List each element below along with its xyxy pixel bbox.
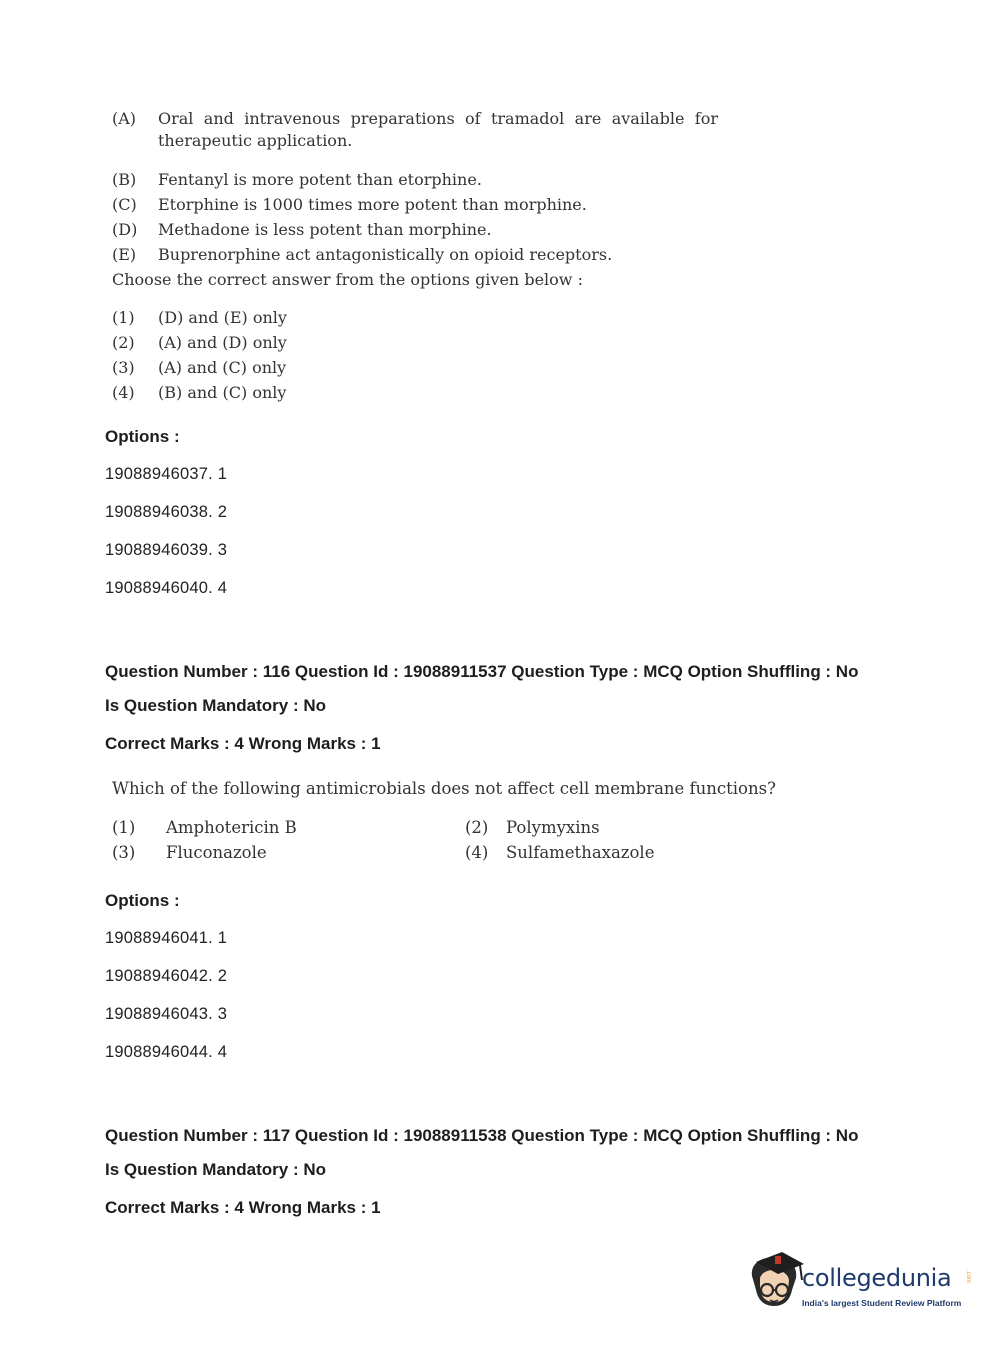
choice-2 bbox=[465, 817, 600, 839]
statement-text: Fentanyl is more potent than etorphine. bbox=[158, 170, 482, 189]
logo-domain-suffix: .com bbox=[965, 1270, 971, 1284]
collegedunia-logo[interactable] bbox=[742, 1250, 972, 1322]
q116-options-heading: Options : bbox=[105, 891, 180, 910]
choice-label: (3) bbox=[112, 843, 136, 862]
choice-text: (A) and (C) only bbox=[158, 358, 287, 377]
statement-text: Oral and intravenous preparations of tramadol are available for therapeutic application. bbox=[158, 109, 718, 150]
q117-header: Question Number : 117 Question Id : 19088911538 Question Type : MCQ Option Shuffling : No bbox=[105, 1126, 859, 1145]
q115-options-heading: Options : bbox=[105, 427, 180, 446]
q116-mandatory: Is Question Mandatory : No bbox=[105, 696, 327, 715]
statement-text: Methadone is less potent than morphine. bbox=[158, 220, 492, 239]
choice-text: (B) and (C) only bbox=[158, 383, 287, 402]
q116-option-id-3: 19088946043. 3 bbox=[105, 1005, 228, 1023]
choice-text: Sulfamethaxazole bbox=[506, 843, 655, 862]
q116-option-id-2: 19088946042. 2 bbox=[105, 967, 228, 985]
statement-label: (E) bbox=[112, 245, 137, 264]
statement-text: Etorphine is 1000 times more potent than morphine. bbox=[158, 195, 587, 214]
choice-label: (2) bbox=[465, 818, 489, 837]
student-mascot-icon bbox=[742, 1250, 806, 1320]
choice-3 bbox=[112, 357, 286, 379]
q116-header: Question Number : 116 Question Id : 19088911537 Question Type : MCQ Option Shuffling : No bbox=[105, 662, 859, 681]
q116-question: Which of the following antimicrobials does not affect cell membrane functions? bbox=[112, 779, 776, 798]
q115-option-id-3: 19088946039. 3 bbox=[105, 541, 228, 559]
q115-instruction: Choose the correct answer from the options given below : bbox=[112, 270, 583, 289]
choice-text: Polymyxins bbox=[506, 818, 600, 837]
q115-option-id-1: 19088946037. 1 bbox=[105, 465, 228, 483]
statement-label: (A) bbox=[112, 109, 137, 128]
choice-label: (3) bbox=[112, 358, 135, 377]
q116-option-id-4: 19088946044. 4 bbox=[105, 1043, 228, 1061]
statement-label: (B) bbox=[112, 170, 137, 189]
choice-3 bbox=[112, 842, 267, 864]
q117-mandatory: Is Question Mandatory : No bbox=[105, 1160, 327, 1179]
choice-label: (1) bbox=[112, 818, 136, 837]
statement-text: Buprenorphine act antagonistically on opioid receptors. bbox=[158, 245, 613, 264]
choice-1 bbox=[112, 817, 297, 839]
choice-4 bbox=[465, 842, 654, 864]
q115-option-id-2: 19088946038. 2 bbox=[105, 503, 228, 521]
q116-marks: Correct Marks : 4 Wrong Marks : 1 bbox=[105, 734, 381, 753]
choice-label: (4) bbox=[465, 843, 489, 862]
statement-label: (D) bbox=[112, 220, 138, 239]
choice-1 bbox=[112, 307, 287, 329]
choice-2 bbox=[112, 332, 287, 354]
choice-text: Amphotericin B bbox=[166, 818, 297, 837]
choice-label: (2) bbox=[112, 333, 135, 352]
statement-label: (C) bbox=[112, 195, 137, 214]
choice-text: Fluconazole bbox=[166, 843, 267, 862]
choice-label: (4) bbox=[112, 383, 135, 402]
q116-option-id-1: 19088946041. 1 bbox=[105, 929, 228, 947]
choice-label: (1) bbox=[112, 308, 135, 327]
choice-text: (D) and (E) only bbox=[158, 308, 287, 327]
choice-4 bbox=[112, 382, 286, 404]
q115-option-id-4: 19088946040. 4 bbox=[105, 579, 228, 597]
q117-marks: Correct Marks : 4 Wrong Marks : 1 bbox=[105, 1198, 381, 1217]
choice-text: (A) and (D) only bbox=[158, 333, 287, 352]
logo-tagline: India's largest Student Review Platform bbox=[802, 1298, 962, 1308]
logo-wordmark: collegedunia bbox=[802, 1264, 952, 1292]
